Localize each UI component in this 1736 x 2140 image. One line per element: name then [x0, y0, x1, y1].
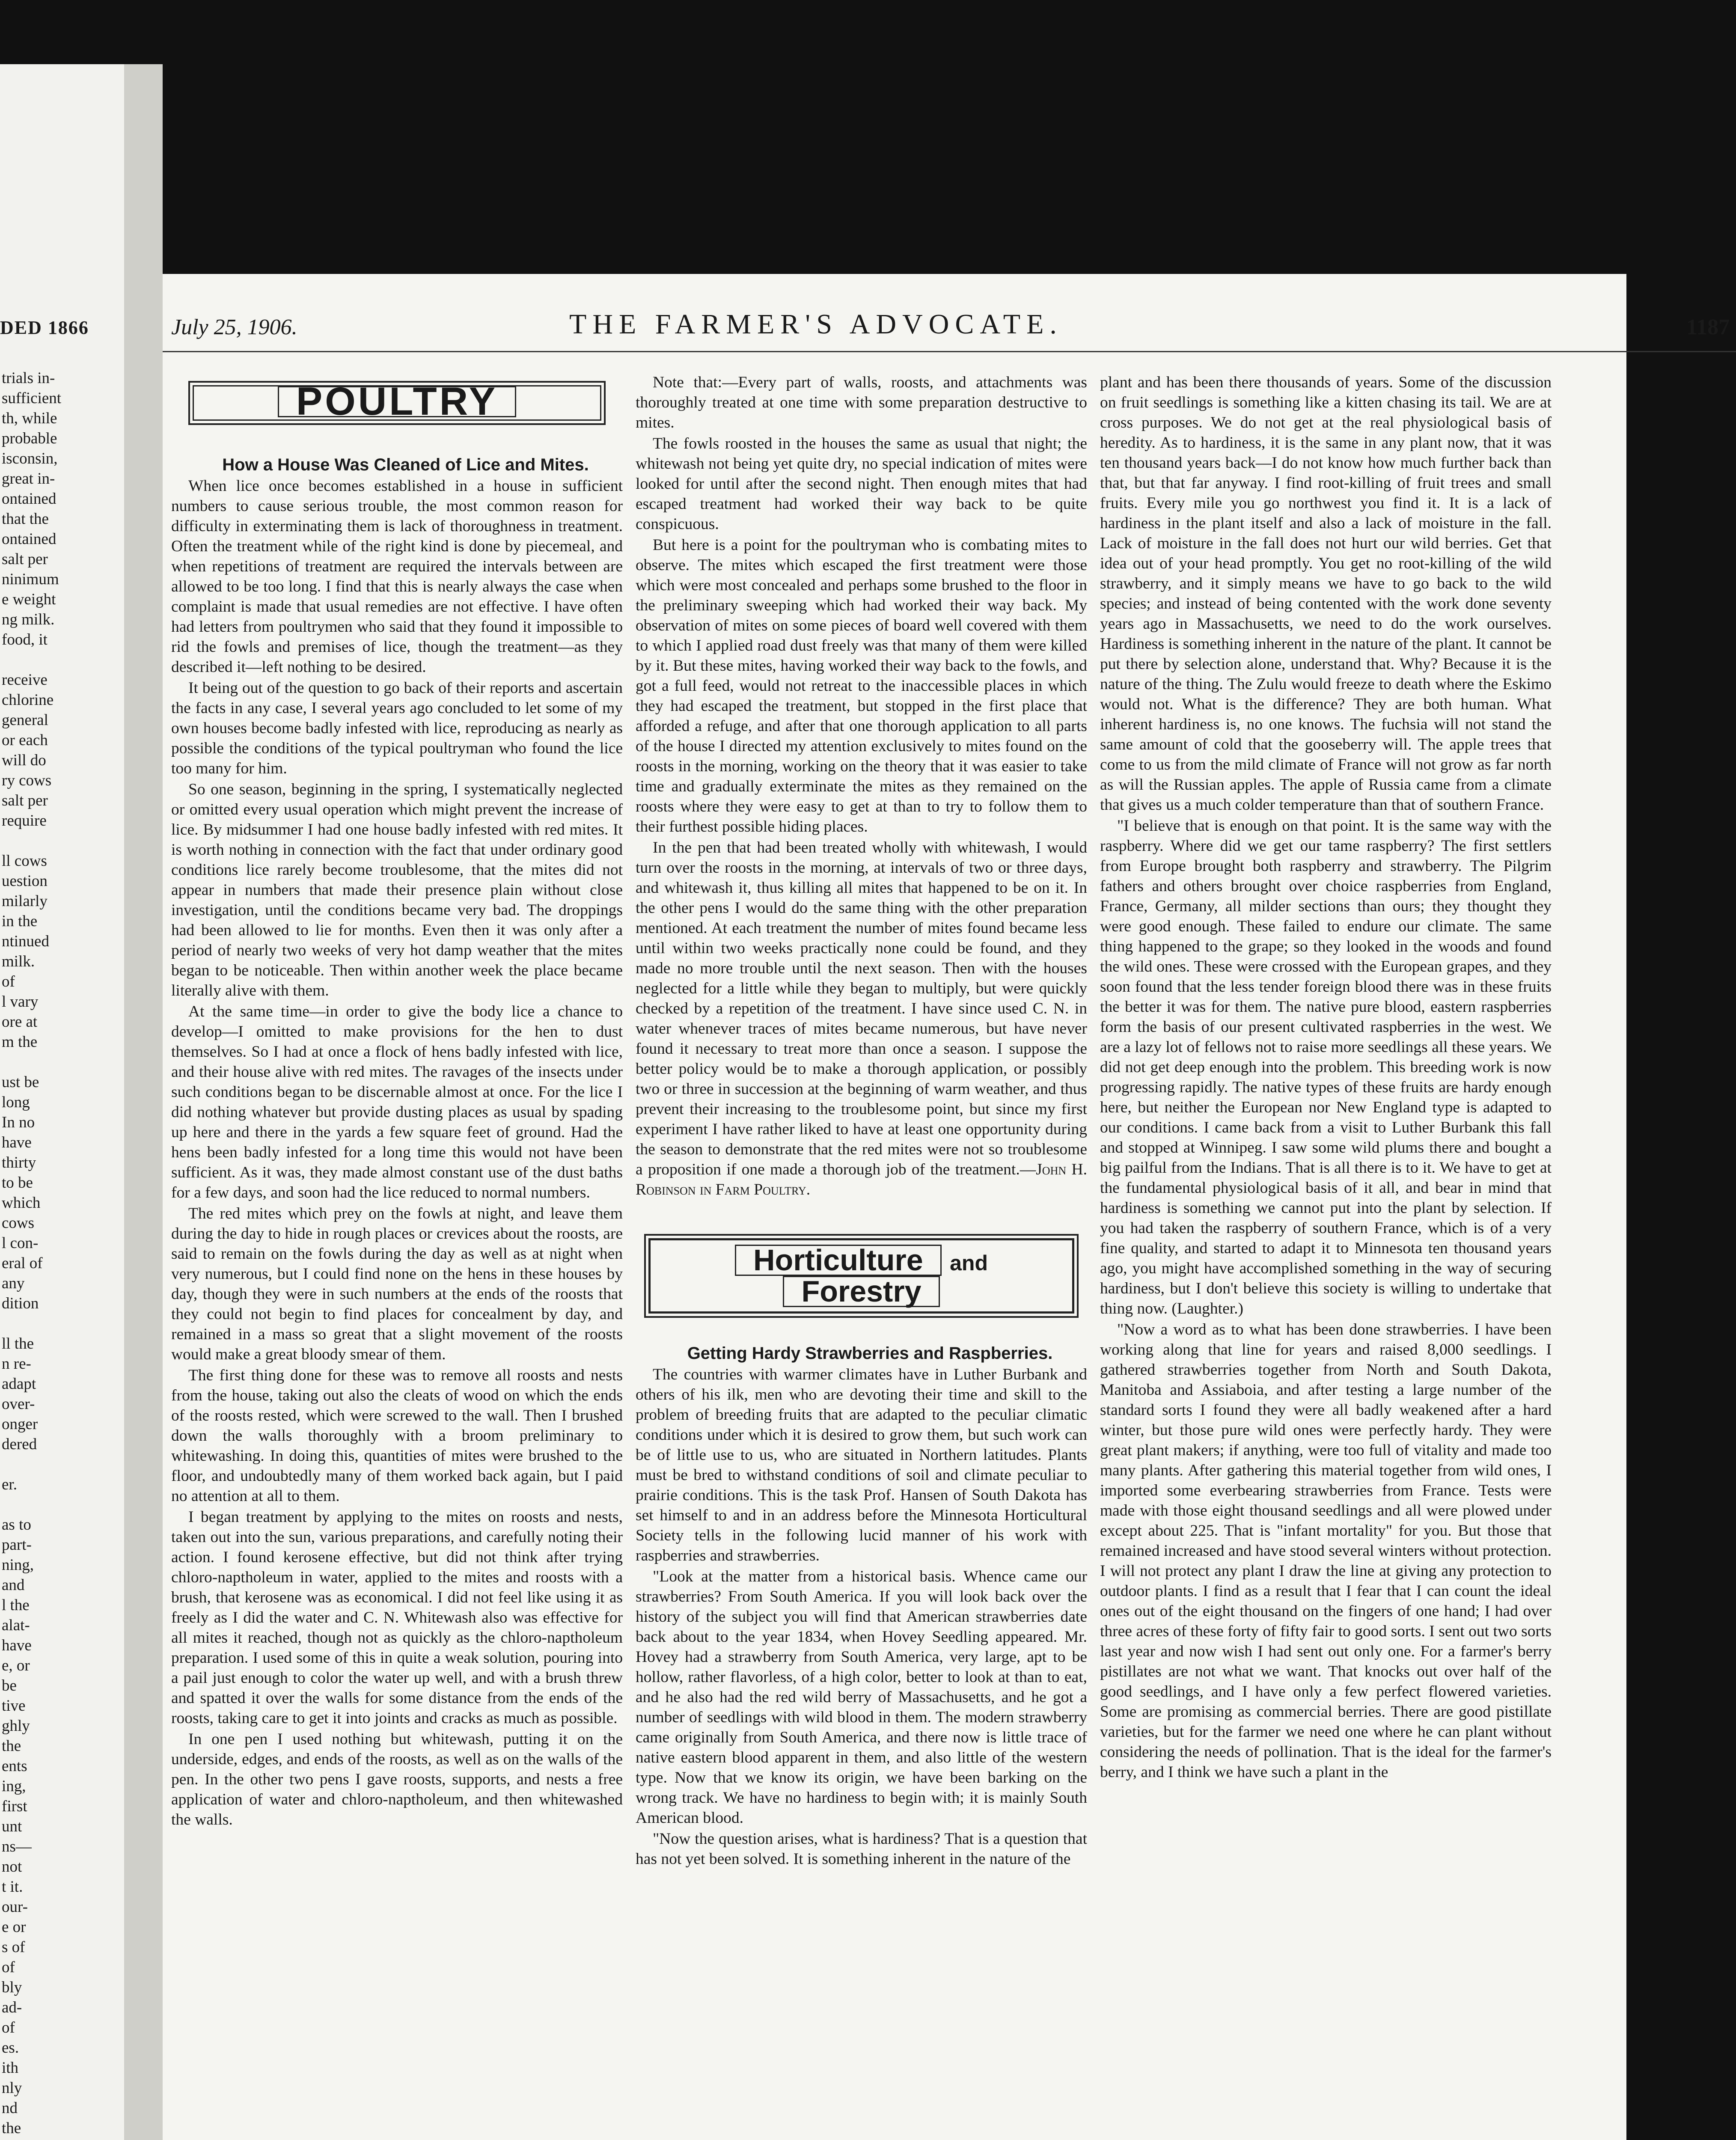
left-text-fragment: which — [2, 1194, 41, 1212]
left-text-fragment: salt per — [2, 550, 48, 568]
section-title-and: and — [950, 1251, 988, 1275]
paragraph: "I believe that is enough on that point. It is the same way with the raspberry. Where did we get our tame raspberry? The first settlers from Europe brought both raspberry and strawberry. The Pilgrim fathers and others brought over choice raspberries from England, France, Germany, all milder sections than ours; they thought they were good enough. These failed to endure our climate. The same thing happened to the grape; so they looked in the woods and found the wild ones. These were crossed with the European grapes, and they soon found that the less tender foreign blood there was in these fruits the better it was for them. The native pure blood, eastern raspberries form the basis of our present cultivated raspberries in the west. We are a lazy lot of fellows not to raise more seedlings all these years. We did not get deep enough into the problem. This breeding work is now progressing rapidly. The native types of these fruits are hardy enough here, but neither the European nor New England type is adapted to our conditions. I came back from a visit to Luther Burbank this fall and stopped at Winnipeg. I saw some wild plums there and bought a big pailful from the Indians. That is all there is to it. We have to get at the fundamental physiological basis of it all, and bear in mind that hardiness is something we cannot put into the plant by selection. If you had taken the raspberry of southern France, which is of a very fine quality, and started to adapt it to Minnesota ten thousand years ago, you might have accomplished something in the way of securing hardiness, but I don't believe this society is willing to undertake that thing now. (Laughter.) — [1100, 817, 1552, 1317]
paragraph: In one pen I used nothing but whitewash, putting it on the underside, edges, and ends of the roosts, as well as on the walls of the pen. In the other two pens I gave roosts, supports, and nests a free application of water and chloro-naptholeum, and then whitewashed the walls. — [171, 1730, 623, 1828]
left-text-fragment: to be — [2, 1174, 33, 1192]
left-text-fragment: great in- — [2, 470, 55, 487]
paragraph: Note that:—Every part of walls, roosts, and attachments was thoroughly treated at one time with some preparation destructive to mites. — [636, 374, 1087, 431]
paragraph: The fowls roosted in the houses the same as usual that night; the whitewash not being yet quite dry, no special indication of mites were looked for until after the second night. Then enough mites that had escaped treatment had worked their way back to be quite conspicuous. — [636, 435, 1087, 533]
issue-date: July 25, 1906. — [171, 315, 297, 339]
left-text-fragment: ents — [2, 1757, 27, 1775]
left-text-fragment: ll the — [2, 1335, 34, 1352]
left-text-fragment: eral of — [2, 1254, 43, 1272]
column-1 — [171, 372, 623, 1831]
paragraph: When lice once becomes established in a house in sufficient numbers to cause serious trouble, the most common reason for difficulty in exterminating them is lack of thoroughness in treatment. Often the treatment while of the right kind is done by piecemeal, and when repetitions of treatment are required the intervals between are allowed to be too long. I find that this is nearly always the case when complaint is made that usual remedies are not effective. I have often had letters from poultrymen who said that they found it impossible to rid the fowls and premises of lice, though the treatment—as they described it—left nothing to be desired. — [171, 477, 623, 676]
paragraph: But here is a point for the poultryman who is combating mites to observe. The mites which escaped the first treatment were those which were most concealed and perhaps some brushed to the floor in the preliminary sweeping which had worked their way back. My observation of mites on some pieces of board well covered with them to which I applied road dust freely was that many of them were killed by it. But these mites, having worked their way back to the fowls, and got a full feed, would not retreat to the inaccessible places in which they had escaped the treatment, but stopped in the first place that afforded a refuge, and after that one thorough application to all parts of the house I directed my attention exclusively to mites found on the roosts in the morning, working on the theory that it was easier to take time and gradually exterminate the mites as they remained on the roosts where they were easy to get at than to try to follow them to their furthest possible hiding places. — [636, 536, 1087, 835]
left-text-fragment: require — [2, 812, 47, 829]
left-text-fragment: th, while — [2, 410, 57, 427]
left-text-fragment: s of — [2, 1938, 25, 1956]
left-text-fragment: alat- — [2, 1617, 30, 1634]
left-page-header-fragment: DED 1866 — [0, 317, 89, 338]
left-text-fragment: ry cows — [2, 772, 52, 789]
left-text-fragment: unt — [2, 1818, 22, 1835]
left-text-fragment: have — [2, 1637, 32, 1654]
left-text-fragment: nd — [2, 2099, 18, 2117]
left-text-fragment: food, it — [2, 631, 48, 648]
left-text-fragment: bly — [2, 1979, 22, 1996]
left-text-fragment: ust be — [2, 1073, 39, 1091]
left-text-fragment: ore at — [2, 1013, 38, 1031]
article-headline: How a House Was Cleaned of Lice and Mites. — [222, 455, 589, 474]
left-text-fragment: long — [2, 1094, 30, 1111]
article-headline: Getting Hardy Strawberries and Raspberries. — [687, 1344, 1053, 1363]
left-text-fragment: the — [2, 2119, 21, 2137]
paragraph: The first thing done for these was to remove all roosts and nests from the house, taking out also the cleats of wood on which the ends of the roosts rested, which were screwed to the wall. Then I brushed down the walls thoroughly with a broom preliminary to whitewashing. In doing this, quantities of mites were brushed to the floor, and undoubtedly many of them worked back again, but I paid no attention at all to them. — [171, 1367, 623, 1505]
section-title: POULTRY — [278, 386, 516, 417]
section-title-part: Forestry — [783, 1276, 939, 1307]
left-text-fragment: probable — [2, 430, 57, 447]
paragraph: "Now a word as to what has been done strawberries. I have been working along that line for years and raised 8,000 seedlings. I gathered strawberries together from North and South Dakota, Manitoba and Assiaboia, and after testing a large number of the standard sorts I found they were all badly weakened after a hard winter, but those pure wild ones were perfectly hardy. They were great plant makers; if anything, were too full of vitality and made too many plants. After gathering this material together from wild ones, I imported some everbearing strawberries from France. Tests were made with those eight thousand seedlings and all were plowed under except about 225. That is "infant mortality" for you. But those that remained increased and have stood several winters without protection. I will not protect any plant I draw the line at giving any protection to outdoor plants. I find as a result that I fear that I can count the ideal ones out of the eight thousand on the fingers of one hand; I had over three acres of these forty of fifty fair to good sorts. I sent out two sorts last year and now wish I had sent out only one. For a farmer's berry pistillates are not what we want. That knocks out over half of the good seedlings, and I have only a few perfect flowered varieties. Some are promising as commercial berries. There are good pistillate varieties, but for the farmer we need one where he can plant without considering the needs of pollination. That is the ideal for the farmer's berry, and I think we have such a plant in the — [1100, 1321, 1552, 1781]
left-text-fragment: ninimum — [2, 571, 59, 588]
left-text-fragment: that the — [2, 510, 49, 528]
left-text-fragment: ontained — [2, 490, 56, 508]
left-text-fragment: tive — [2, 1697, 26, 1715]
left-text-fragment: dition — [2, 1295, 39, 1312]
left-text-fragment: es. — [2, 2039, 19, 2057]
section-title-part: Horticulture — [735, 1245, 942, 1276]
left-text-fragment: first — [2, 1798, 27, 1815]
page-gutter — [124, 64, 163, 2140]
left-text-fragment: e or — [2, 1918, 26, 1936]
paragraph: plant and has been there thousands of years. Some of the discussion on fruit seedlings is something like a kitten chasing its tail. We are at cross purposes. We do not get at the real physiological basis of heredity. As to hardiness, it is the same in any plant now, that it was ten thousand years back—I do not know how much further back than that, but that far anyway. I find root-killing of fruit trees and small fruits. Every mile you go northwest you find it. It is a lack of hardiness in the plant itself and also a lack of moisture in the fall. Lack of moisture in the fall does not hurt our wild berries. Get that idea out of your head promptly. You get no root-killing of the wild strawberry, and it simply means we have to go back to the wild species; and instead of being contented with the work done seventy years ago in Massachusetts, we need to do the work ourselves. Hardiness is something inherent in the nature of the plant. It cannot be put there by selection alone, understand that. Why? Because it is the nature of the thing. The Zulu would freeze to death where the Eskimo would not. What is the difference? They are both human. What inherent hardiness is, no one knows. The fuchsia will not stand the same amount of cold that the gooseberry will. The apple trees that come to us from the mild climate of France will not grow as far north as will the Russian apples. The apple of Russia came from a climate that gives us a much colder temperature than that of southern France. — [1100, 374, 1552, 814]
left-text-fragment: not — [2, 1858, 22, 1875]
left-text-fragment: chlorine — [2, 691, 54, 709]
left-text-fragment: and — [2, 1576, 25, 1594]
left-text-fragment: nly — [2, 2079, 22, 2097]
column-3 — [1100, 372, 1552, 1783]
left-text-fragment: of — [2, 1959, 15, 1976]
paragraph: The red mites which prey on the fowls at night, and leave them during the day to hide in rough places or crevices about the roosts, are said to remain on the fowls during the day as well as at night when very numerous, but I could find none on the hens in these houses by day, though they were in such numbers at the ends of the roosts that they could not begin to find places for concealment by day, and remained in a mass so great that a slight movement of the roosts would make a great bloody smear of them. — [171, 1205, 623, 1363]
article-signature: John H. Robinson in Farm Poultry. — [636, 1161, 1087, 1198]
left-text-fragment: any — [2, 1275, 25, 1292]
paragraph: The countries with warmer climates have in Luther Burbank and others of his ilk, men who are devoting their time and skill to the problem of breeding fruits that are adapted to the peculiar climatic conditions under which it is desired to grow them, but such work can be of little use to us, who are situated in Northern latitudes. Plants must be bred to withstand conditions of soil and climate peculiar to prairie conditions. This is the task Prof. Hansen of South Dakota has set himself to and in an address before the Minnesota Horticultural Society tells in the following lucid manner of his work with raspberries and strawberries. — [636, 1366, 1087, 1564]
left-text-fragment: trials in- — [2, 369, 55, 387]
left-text-fragment: isconsin, — [2, 450, 58, 467]
section-banner-horticulture — [644, 1234, 1079, 1318]
left-text-fragment: uestion — [2, 872, 48, 890]
left-text-fragment: milarly — [2, 892, 48, 910]
left-text-fragment: ns— — [2, 1838, 32, 1855]
left-text-fragment: ad- — [2, 1999, 22, 2016]
paragraph-with-signature — [636, 838, 1087, 1200]
masthead-title: THE FARMER'S ADVOCATE. — [569, 309, 1063, 340]
paragraph: "Now the question arises, what is hardiness? That is a question that has not yet been solved. It is something inherent in the nature of the — [636, 1830, 1087, 1868]
left-text-fragment: e weight — [2, 591, 56, 608]
left-text-fragment — [2, 2138, 21, 2140]
newspaper-page — [163, 274, 1730, 2140]
left-text-fragment: ghly — [2, 1717, 30, 1735]
left-text-fragment: adapt — [2, 1375, 36, 1393]
left-text-fragment: n re- — [2, 1355, 31, 1373]
left-text-fragment: milk. — [2, 953, 35, 970]
left-text-fragment: receive — [2, 671, 48, 689]
left-text-fragment: e, or — [2, 1657, 30, 1674]
left-text-fragment: er. — [2, 1476, 17, 1493]
paragraph: It being out of the question to go back of their reports and ascertain the facts in any case, I several years ago concluded to let some of my own houses become badly infested with lice, reproducing as nearly as possible the conditions of the typical poultryman who found the lice too many for him. — [171, 679, 623, 777]
header-rule — [163, 351, 1736, 352]
left-text-fragment: sufficient — [2, 389, 62, 407]
left-text-fragment: ning, — [2, 1556, 34, 1574]
left-text-fragment: will do — [2, 752, 46, 769]
paragraph: At the same time—in order to give the body lice a chance to develop—I omitted to make provisions for the hen to dust themselves. So I had at once a flock of hens badly infested with lice, and their house alive with red mites. The ravages of the insects under such conditions began to be discernable almost at once. For the lice I did nothing whatever but provide dusting places as usual by spading up here and there in the yards a few square feet of ground. Had the hens been badly infested for a long time this would not have been sufficient. As it was, they made almost constant use of the dust baths for a few days, and soon had the lice reduced to normal numbers. — [171, 1003, 623, 1201]
page-number: 1187 — [1686, 315, 1730, 339]
left-text-fragment: t it. — [2, 1878, 23, 1896]
left-text-fragment: ith — [2, 2059, 19, 2077]
left-text-fragment: over- — [2, 1395, 35, 1413]
left-text-fragment: cows — [2, 1214, 35, 1232]
section-banner-poultry — [188, 381, 606, 425]
left-text-fragment: our- — [2, 1898, 28, 1916]
left-text-fragment: l vary — [2, 993, 39, 1011]
left-text-fragment: ing, — [2, 1777, 26, 1795]
left-text-fragment: salt per — [2, 792, 48, 809]
left-text-fragment: or each — [2, 731, 48, 749]
left-text-fragment: general — [2, 711, 48, 729]
left-text-fragment: of — [2, 973, 15, 990]
left-text-fragment: onger — [2, 1415, 38, 1433]
left-text-fragment: ll cows — [2, 852, 47, 870]
left-text-fragment: In no — [2, 1114, 35, 1131]
paragraph: In the pen that had been treated wholly with whitewash, I would turn over the roosts in the morning, at intervals of two or three days, and whitewash it, thus killing all mites that happened to be on it. In the other pens I would do the same thing with the other preparation mentioned. At each treatment the number of mites found became less until within two weeks practically none could be found, and they made no more trouble until the next season. Then with the houses neglected for a little while they began to multiply, but were quickly checked by a repetition of the treatment. I have since used C. N. in water whenever traces of mites became numerous, but have never found it necessary to treat more than once a season. I suppose the better policy would be to make a thorough application, or possibly two or three in succession at the beginning of warm weather, and thus prevent their increasing to the troublesome point, but since my first experiment I have rather liked to have at least one opportunity during the season to demonstrate that the red mites were not so troublesome a proposition if one made a thorough job of the treatment.— — [636, 839, 1087, 1178]
left-text-fragment: have — [2, 1134, 32, 1151]
left-text-fragment: ntinued — [2, 933, 49, 950]
left-text-fragment: in the — [2, 912, 38, 930]
left-text-fragment: as to — [2, 1516, 31, 1534]
left-text-fragment: l con- — [2, 1234, 39, 1252]
paragraph: "Look at the matter from a historical basis. Whence came our strawberries? From South America. If you will look back over the history of the subject you will find that American strawberries date back about to the year 1834, when Hovey Seedling appeared. Mr. Hovey had a strawberry from South America, very large, apt to be hollow, rather flavorless, of a high color, better to look at than to eat, and he also had the red wild berry of Massachusetts, and he got a number of seedlings with wild blood in them. The modern strawberry came originally from South America, and there now is little trace of native eastern blood apparent in them, and also little of the western type. Now that we know its origin, we have been barking on the wrong track. We have no hardiness to begin with; it is mainly South American blood. — [636, 1568, 1087, 1827]
left-text-fragment: the — [2, 1737, 21, 1755]
left-text-fragment: of — [2, 2019, 15, 2036]
left-text-fragment: l the — [2, 1596, 30, 1614]
paragraph: I began treatment by applying to the mites on roosts and nests, taken out into the sun, various preparations, and carefully noting their action. I found kerosene effective, but did not think after trying chloro-naptholeum in water, applied to the mites and roosts with a brush, that kerosene was as economical. I did not feel like using it as freely as I did the water and C. N. Whitewash also was effective for all mites it reached, though not as quickly as the chloro-naptholeum preparation. I used some of this in quite a weak solution, pouring into a pail just enough to color the water up well, and with a brush threw and spatted it over the walls for some distance from the ends of the roosts, taking care to get it into joints and cracks as much as possible. — [171, 1508, 623, 1727]
left-text-fragment: be — [2, 1677, 17, 1694]
left-text-fragment: part- — [2, 1536, 32, 1554]
section-title — [649, 1239, 1073, 1313]
column-2 — [636, 372, 1087, 1870]
left-text-fragment: ontained — [2, 530, 56, 548]
left-facing-page — [0, 64, 124, 2140]
paragraph: So one season, beginning in the spring, I systematically neglected or omitted every usual operation which might prevent the increase of lice. By midsummer I had one house badly infested with red mites. It is worth nothing in connection with the fact that under ordinary good conditions lice rarely become troublesome, that the mites did not appear in numbers that made their presence plain without close investigation, until the conditions became very bad. The droppings had been allowed to lie for months. Even then it was only after a period of nearly two weeks of very hot damp weather that the mites began to be noticeable. Then within another week the place became literally alive with them. — [171, 781, 623, 999]
left-text-fragment: ng milk. — [2, 611, 55, 628]
left-text-fragment: dered — [2, 1436, 37, 1453]
left-text-fragment: m the — [2, 1033, 38, 1051]
left-text-fragment: thirty — [2, 1154, 36, 1171]
